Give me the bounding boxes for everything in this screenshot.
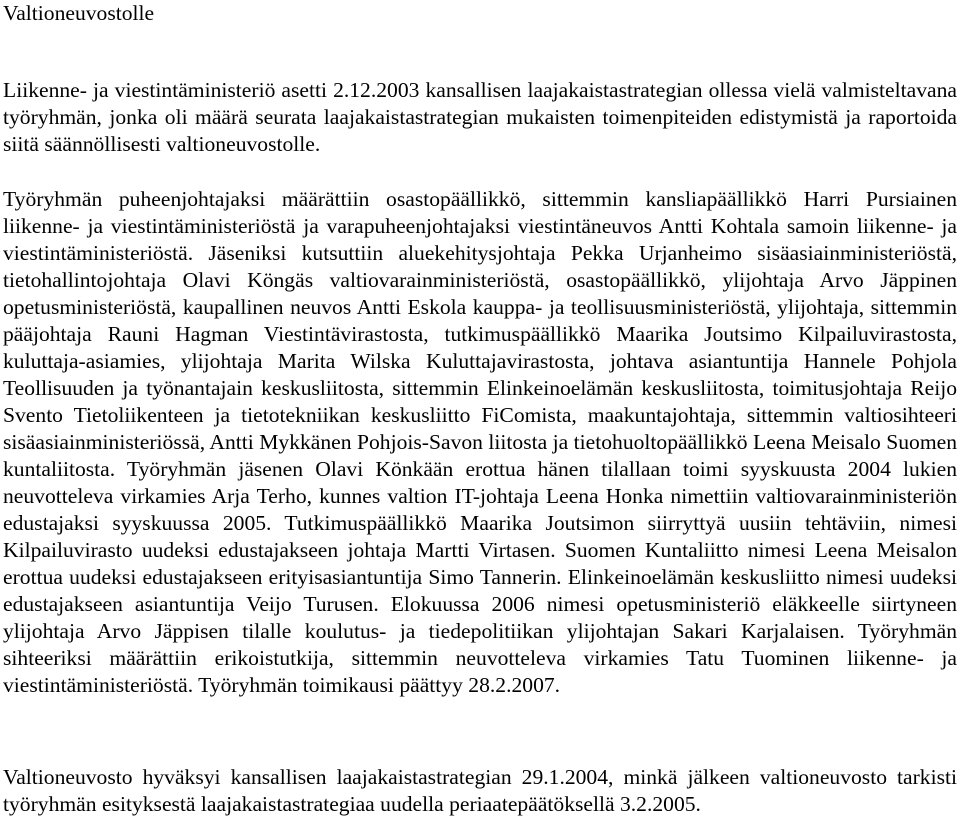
paragraph-3: Valtioneuvosto hyväksyi kansallisen laajakaistastrategian 29.1.2004, minkä jälkeen valtioneuvosto tarkisti työryhmän esityksestä laajakaistastrategiaa uudella periaatepäätöksellä 3.2.2005.	[3, 765, 957, 816]
paragraph-2: Työryhmän puheenjohtajaksi määrättiin osastopäällikkö, sittemmin kansliapäällikkö Harri Pursiainen liikenne- ja viestintäministeriöstä ja varapuheenjohtajaksi viestintäneuvos Antti Kohtala samoin liikenne- ja viestintäministeriöstä. Jäseniksi kutsuttiin aluekehitysjohtaja Pekka Urjanheimo sisäasiainministeriöstä, tietohallintojohtaja Olavi Köngäs valtiovarainministeriöstä, osastopäällikkö, ylijohtaja Arvo Jäppinen opetusministeriöstä, kaupallinen neuvos Antti Eskola kauppa- ja teollisuusministeriöstä, ylijohtaja, sittemmin pääjohtaja Rauni Hagman Viestintävirastosta, tutkimuspäällikkö Maarika Joutsimo Kilpailuvirastosta, kuluttaja-asiamies, ylijohtaja Marita Wilska Kuluttajavirastosta, johtava asiantuntija Hannele Pohjola Teollisuuden ja työnantajain keskusliitosta, sittemmin Elinkeinoelämän keskusliitosta, toimitusjohtaja Reijo Svento Tietoliikenteen ja tietotekniikan keskusliitto FiComista, maakuntajohtaja, sittemmin valtiosihteeri sisäasiainministeriössä, Antti Mykkänen Pohjois-Savon liitosta ja tietohuoltopäällikkö Leena Meisalo Suomen kuntaliitosta. Työryhmän jäsenen Olavi Könkään erottua hänen tilallaan toimi syyskuusta 2004 lukien neuvotteleva virkamies Arja Terho, kunnes valtion IT-johtaja Leena Honka nimettiin valtiovarainministeriön edustajaksi syyskuussa 2005. Tutkimuspäällikkö Maarika Joutsimon siirryttyä uusiin tehtäviin, nimesi Kilpailuvirasto uudeksi edustajakseen johtaja Martti Virtasen. Suomen Kuntaliitto nimesi Leena Meisalon erottua uudeksi edustajakseen erityisasiantuntija Simo Tannerin. Elinkeinoelämän keskusliitto nimesi uudeksi edustajakseen asiantuntija Veijo Turusen. Elokuussa 2006 nimesi opetusministeriö eläkkeelle siirtyneen ylijohtaja Arvo Jäppisen tilalle koulutus- ja tiedepolitiikan ylijohtajan Sakari Karjalaisen. Työryhmän sihteeriksi määrättiin erikoistutkija, sittemmin neuvotteleva virkamies Tatu Tuominen liikenne- ja viestintäministeriöstä. Työryhmän toimikausi päättyy 28.2.2007.	[3, 187, 957, 697]
document-heading: Valtioneuvostolle	[3, 1, 155, 25]
document-page	[3, 0, 957, 816]
paragraph-1: Liikenne- ja viestintäministeriö asetti 2.12.2003 kansallisen laajakaistastrategian ollessa vielä valmisteltavana työryhmän, jonka oli määrä seurata laajakaistastrategian mukaisten toimenpiteiden edistymistä ja raportoida siitä säännöllisesti valtioneuvostolle.	[3, 78, 957, 156]
